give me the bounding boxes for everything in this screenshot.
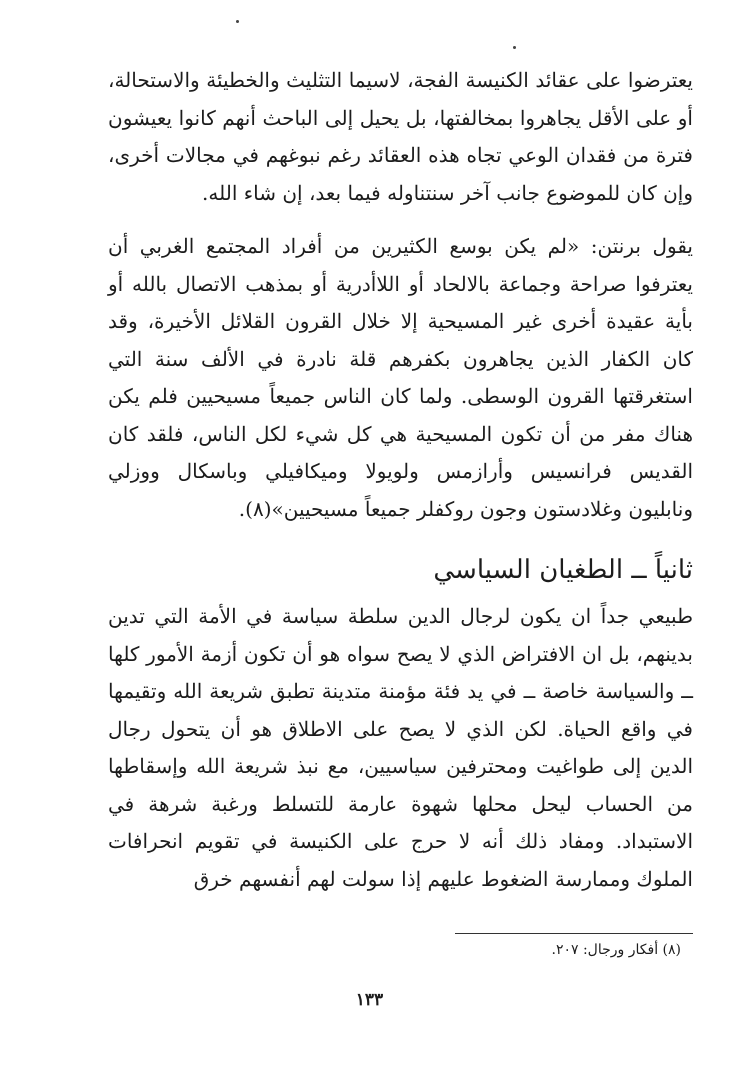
page-number: ١٣٣ [355, 990, 384, 1010]
paragraph: يعترضوا على عقائد الكنيسة الفجة، لاسيما التثليث والخطيئة والاستحالة، أو على الأقل يجاهروا بمخالفتها، بل يحيل إلى الباحث أنهم كانوا يعيشون فترة من فقدان الوعي تجاه هذه العقائد رغم نبوغهم في مجالات أخرى، وإن كان للموضوع جانب آخر سنتناوله فيما بعد، إن شاء الله. [108, 68, 693, 205]
paragraph: طبيعي جداً ان يكون لرجال الدين سلطة سياسة في الأمة التي تدين بدينهم، بل ان الافتراض الذي لا يصح سواه هو أن تكون أزمة الأمور كلها ــ والسياسة خاصة ــ في يد فئة مؤمنة متدينة تطبق شريعة الله وتقيمها في واقع الحياة. لكن الذي لا يصح على الاطلاق هو أن يتحول رجال الدين إلى طواغيت ومحترفين سياسيين، مع نبذ شريعة الله وإسقاطها من الحساب ليحل محلها شهوة عارمة للتسلط ورغبة شرهة في الاستبداد. ومفاد ذلك أنه لا حرج على الكنيسة في تقويم انحرافات الملوك وممارسة الضغوط عليهم إذا سولت لهم أنفسهم خرق [108, 604, 694, 891]
page-body [108, 62, 693, 898]
paragraph: يقول برنتن: «لم يكن بوسع الكثيرين من أفراد المجتمع الغربي أن يعترفوا صراحة وجماعة بالالحاد أو اللاأدرية أو بمذهب الاتصال بالله أو بأية عقيدة أخرى غير المسيحية إلا خلال القرون القلائل الأخيرة، وقد كان الكفار الذين يجاهرون بكفرهم قلة نادرة في الألف سنة التي استغرقتها القرون الوسطى. ولما كان الناس جميعاً مسيحيين فلم يكن هناك مفر من أن تكون المسيحية هي كل شيء لكل الناس، فلقد كان القديس فرانسيس وأرازمس ولويولا وميكافيلي وباسكال ووزلي ونابليون وغلادستون وجون روكفلر جميعاً مسيحيين»(٨). [108, 234, 693, 521]
print-speck [513, 46, 516, 49]
section-heading: ثانياً ــ الطغيان السياسي [433, 555, 693, 585]
footnote-divider [455, 933, 693, 934]
print-speck [236, 20, 239, 23]
footnote: (٨) أفكار ورجال: ٢٠٧. [551, 942, 681, 958]
